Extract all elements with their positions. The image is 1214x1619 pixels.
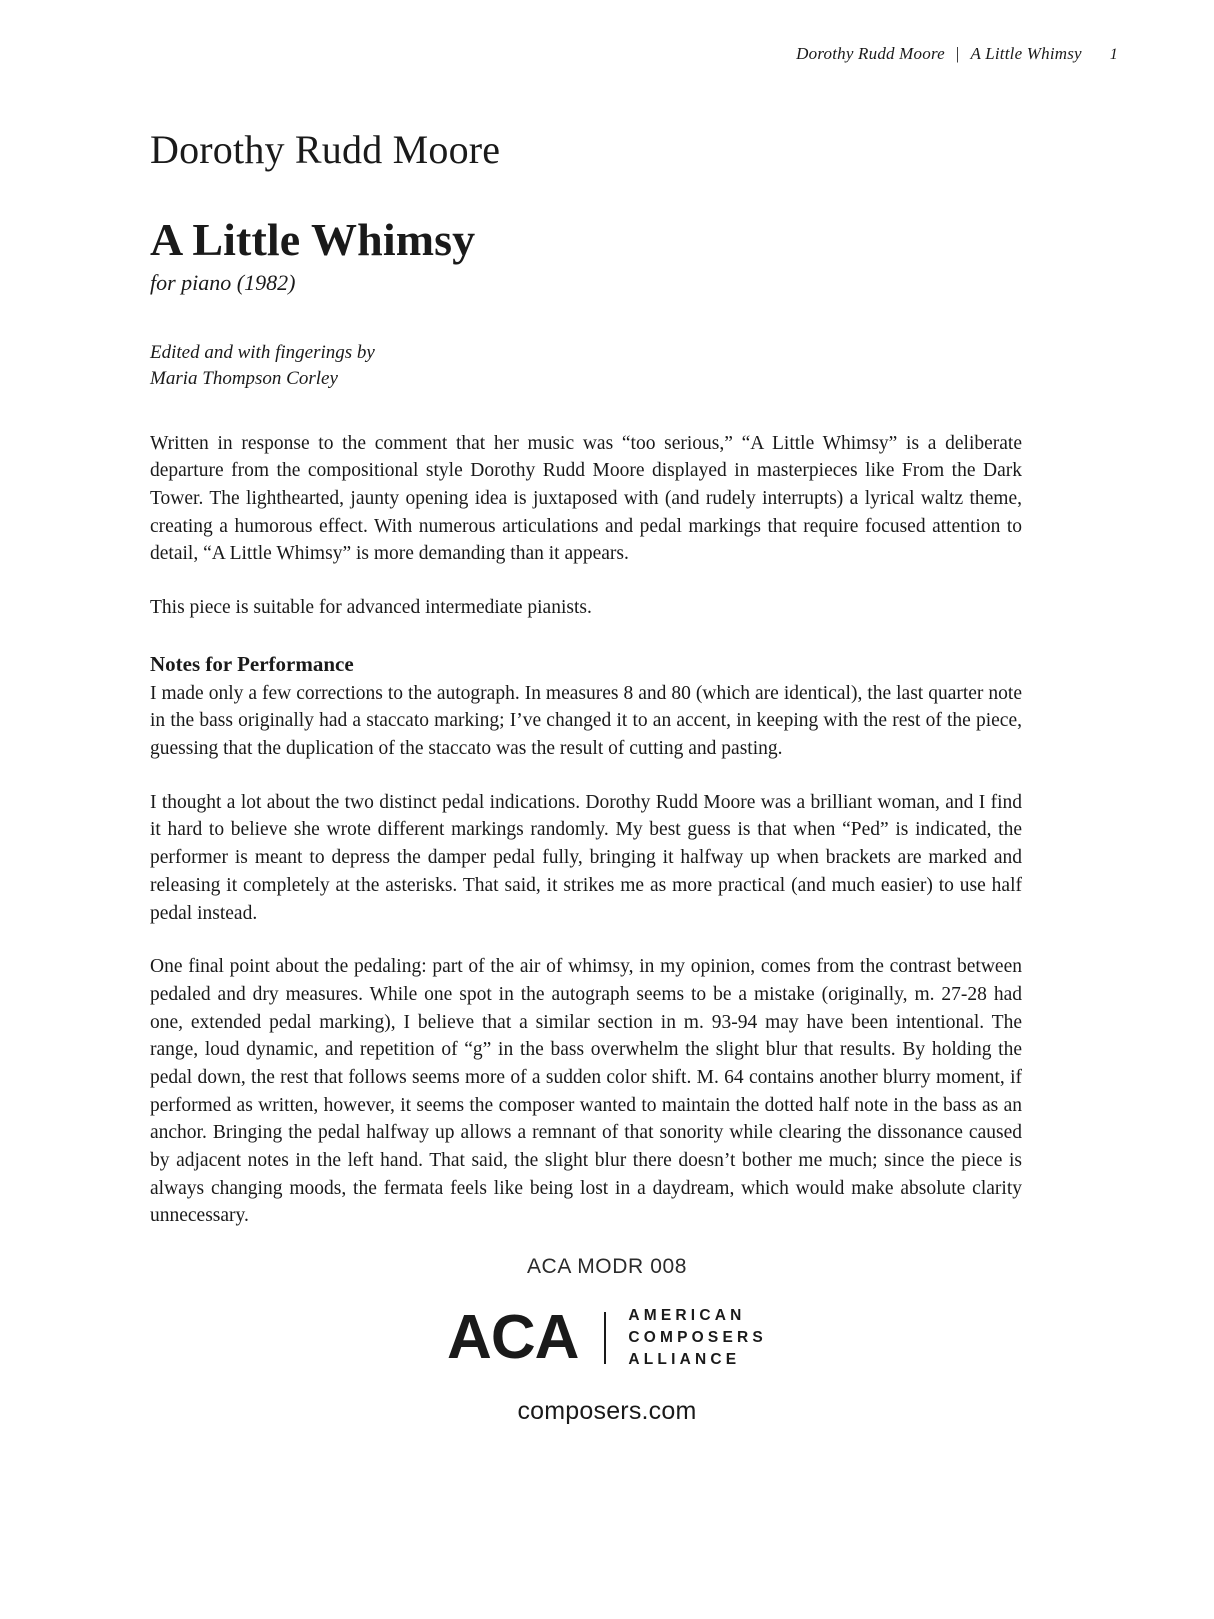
work-subtitle: for piano (1982) — [150, 270, 296, 296]
logo-divider — [604, 1312, 606, 1364]
publisher-name-line-3: ALLIANCE — [628, 1351, 741, 1368]
catalog-number: ACA MODR 008 — [526, 1255, 688, 1278]
running-header-separator: | — [955, 44, 960, 63]
performance-paragraph-2: I thought a lot about the two distinct pedal indications. Dorothy Rudd Moore was a brilliant woman, and I find it hard to believe she wrote different markings randomly. My best guess is that when “Ped” is indicated, the performer is meant to depress the damper pedal fully, bringing it halfway up when brackets are marked and releasing it completely at the asterisks. That said, it strikes me as more practical (and much easier) to use half pedal instead. — [150, 791, 1022, 924]
publisher-website: composers.com — [517, 1397, 697, 1425]
page-number: 1 — [1109, 46, 1118, 63]
running-header-composer: Dorothy Rudd Moore — [796, 44, 945, 63]
publisher-name — [628, 1305, 767, 1371]
publisher-logo — [0, 1305, 1214, 1371]
aca-logo-mark: ACA — [447, 1303, 579, 1372]
running-header-work-title: A Little Whimsy — [970, 44, 1082, 63]
performance-paragraph-1: I made only a few corrections to the autograph. In measures 8 and 80 (which are identical), the last quarter note in the bass originally had a staccato marking; I’ve changed it to an accent, in keeping with the rest of the piece, guessing that the duplication of the staccato was the result of cutting and pasting. — [150, 682, 1022, 760]
performance-paragraph-3: One final point about the pedaling: part of the air of whimsy, in my opinion, comes from the contrast between pedaled and dry measures. While one spot in the autograph seems to be a mistake (originally, m. 27-28 had one, extended pedal marking), I believe that a similar section in m. 93-94 may have been intentional. The range, loud dynamic, and repetition of “g” in the bass overwhelm the slight blur that results. By holding the pedal down, the rest that follows seems more of a sudden color shift. M. 64 contains another blurry moment, if performed as written, however, it seems the composer wanted to maintain the dotted half note in the bass as an anchor. Bringing the pedal halfway up allows a remnant of that sonority while clearing the dissonance caused by adjacent notes in the left hand. That said, the slight blur there doesn’t bother me much; since the piece is always changing moods, the fermata feels like being lost in a daydream, which would make absolute clarity unnecessary. — [150, 956, 1022, 1227]
suitability-paragraph: This piece is suitable for advanced intermediate pianists. — [150, 597, 592, 619]
publisher-name-line-1: AMERICAN — [628, 1307, 746, 1324]
editor-credit-line-1: Edited and with fingerings by — [150, 342, 375, 364]
page-title: A Little Whimsy — [150, 214, 476, 265]
publisher-name-line-2: COMPOSERS — [628, 1329, 767, 1346]
editor-credit-line-2: Maria Thompson Corley — [150, 367, 338, 389]
composer-name: Dorothy Rudd Moore — [150, 127, 501, 172]
section-heading-notes-for-performance: Notes for Performance — [150, 651, 354, 676]
intro-paragraph: Written in response to the comment that her music was “too serious,” “A Little Whimsy” is a deliberate departure from the compositional style Dorothy Rudd Moore displayed in masterpieces like From the Dark Tower. The lighthearted, jaunty opening idea is juxtaposed with (and rudely interrupts) a lyrical waltz theme, creating a humorous effect. With numerous articulations and pedal markings that require focused attention to detail, “A Little Whimsy” is more demanding than it appears. — [150, 432, 1022, 565]
document-footer — [0, 1255, 1214, 1426]
running-header — [796, 44, 1118, 64]
editor-credit — [150, 340, 1022, 391]
document-content — [150, 128, 1022, 1230]
